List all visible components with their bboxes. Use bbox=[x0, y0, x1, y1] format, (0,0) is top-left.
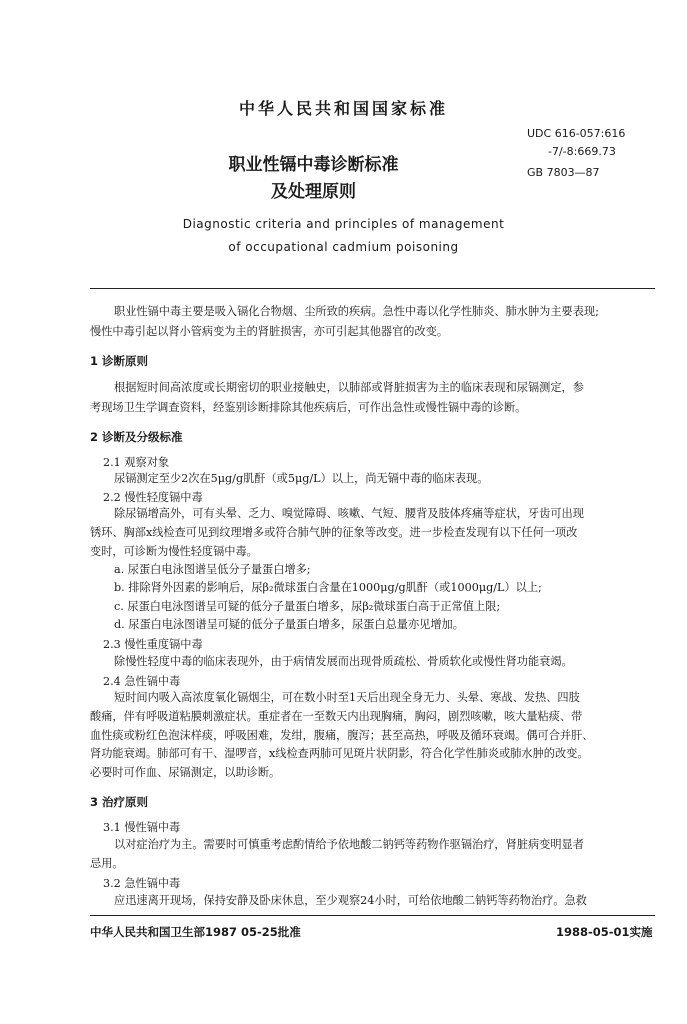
section-3-2-line-1: 应迅速离开现场，保持安静及卧床休息，至少观察24小时，可给依地酸二钠钙等药物治疗。急救 bbox=[114, 894, 587, 907]
udc-line-1: UDC 616-057:616 bbox=[527, 127, 626, 140]
section-2-heading: 2 诊断及分级标准 bbox=[90, 430, 183, 444]
footer-divider bbox=[90, 915, 655, 916]
section-2-4-heading: 2.4 急性镉中毒 bbox=[103, 675, 181, 688]
intro-line-1: 职业性镉中毒主要是吸入镉化合物烟、尘所致的疾病。急性中毒以化学性肺炎、肺水肿为主要表现; bbox=[114, 305, 599, 318]
english-title-line-2: of occupational cadmium poisoning bbox=[228, 240, 459, 254]
implementation-date: 1988-05-01实施 bbox=[556, 925, 653, 939]
section-3-heading: 3 治疗原则 bbox=[90, 795, 149, 809]
document-title-line-2: 及处理原则 bbox=[271, 182, 356, 202]
section-2-4-line-1: 短时间内吸入高浓度氧化镉烟尘，可在数小时至1天后出现全身无力、头晕、寒战、发热、四肢 bbox=[114, 691, 580, 704]
section-3-1-line-1: 以对症治疗为主。需要时可慎重考虑酌情给予依地酸二钠钙等药物作驱镉治疗，肾脏病变明显者 bbox=[114, 838, 584, 851]
section-2-3-heading: 2.3 慢性重度镉中毒 bbox=[103, 638, 203, 651]
section-2-2-line-1: 除尿镉增高外，可有头晕、乏力、嗅觉障碍、咳嗽、气短、腰背及肢体疼痛等症状，牙齿可出现 bbox=[114, 507, 584, 520]
english-title-line-1: Diagnostic criteria and principles of management bbox=[182, 217, 505, 231]
section-3-2-heading: 3.2 急性镉中毒 bbox=[103, 877, 181, 890]
intro-line-2: 慢性中毒引起以肾小管病变为主的肾脏损害，亦可引起其他器官的改变。 bbox=[90, 325, 449, 338]
document-title-line-1: 职业性镉中毒诊断标准 bbox=[228, 155, 399, 175]
section-2-4-line-5: 必要时可作血、尿镉测定，以助诊断。 bbox=[90, 766, 281, 779]
section-2-2-line-2: 锈环、胸部x线检查可见到纹理增多或符合肺气肿的征象等改变。进一步检查发现有以下任何一项改 bbox=[90, 526, 578, 539]
section-3-1-heading: 3.1 慢性镉中毒 bbox=[103, 821, 181, 834]
section-2-1-heading: 2.1 观察对象 bbox=[103, 456, 170, 469]
section-1-line-1: 根据短时间高浓度或长期密切的职业接触史，以肺部或肾脏损害为主的临床表现和尿镉测定，参 bbox=[114, 381, 584, 394]
section-2-4-line-2: 酸痛，伴有呼吸道粘膜刺激症状。重症者在一至数天内出现胸痛，胸闷，剧烈咳嗽，咳大量粘痰、带 bbox=[90, 710, 583, 723]
title-divider bbox=[90, 288, 655, 289]
section-2-4-line-4: 肾功能衰竭。肺部可有干、湿啰音，x线检查两肺可见斑片状阴影，符合化学性肺炎或肺水肿的改变。 bbox=[90, 747, 589, 760]
section-2-4-line-3: 血性痰或粉红色泡沫样痰，呼吸困难，发绀，腹痛，腹泻；甚至高热，呼吸及循环衰竭。偶可合并肝、 bbox=[90, 729, 594, 742]
udc-line-2: -7/-8:669.73 bbox=[548, 145, 616, 158]
section-2-1-line-1: 尿镉测定至少2次在5μg/g肌酐（或5μg/L）以上，尚无镉中毒的临床表现。 bbox=[114, 472, 489, 485]
approval-line: 中华人民共和国卫生部1987 05-25批准 bbox=[90, 925, 301, 939]
section-2-2-item-a: a. 尿蛋白电泳图谱呈低分子量蛋白增多; bbox=[114, 563, 311, 576]
section-2-3-line-1: 除慢性轻度中毒的临床表现外，由于病情发展而出现骨质疏松、骨质软化或慢性肾功能衰竭。 bbox=[114, 655, 573, 668]
standard-header: 中华人民共和国国家标准 bbox=[238, 99, 448, 118]
section-2-2-heading: 2.2 慢性轻度镉中毒 bbox=[103, 491, 203, 504]
section-1-line-2: 考现场卫生学调查资料，经鉴别诊断排除其他疾病后，可作出急性或慢性镉中毒的诊断。 bbox=[90, 401, 527, 414]
section-1-heading: 1 诊断原则 bbox=[90, 354, 149, 368]
section-2-2-item-b: b. 排除肾外因素的影响后，尿β₂微球蛋白含量在1000μg/g肌酐（或1000μg/L）以上; bbox=[114, 581, 542, 594]
section-2-2-item-c: c. 尿蛋白电泳图谱呈可疑的低分子量蛋白增多，尿β₂微球蛋白高于正常值上限; bbox=[114, 600, 501, 613]
section-2-2-line-3: 变时，可诊断为慢性轻度镉中毒。 bbox=[90, 545, 258, 558]
section-2-2-item-d: d. 尿蛋白电泳图谱呈可疑的低分子量蛋白增多，尿蛋白总量亦见增加。 bbox=[114, 618, 464, 631]
section-3-1-line-2: 忌用。 bbox=[90, 857, 124, 870]
gb-number: GB 7803—87 bbox=[527, 166, 600, 179]
